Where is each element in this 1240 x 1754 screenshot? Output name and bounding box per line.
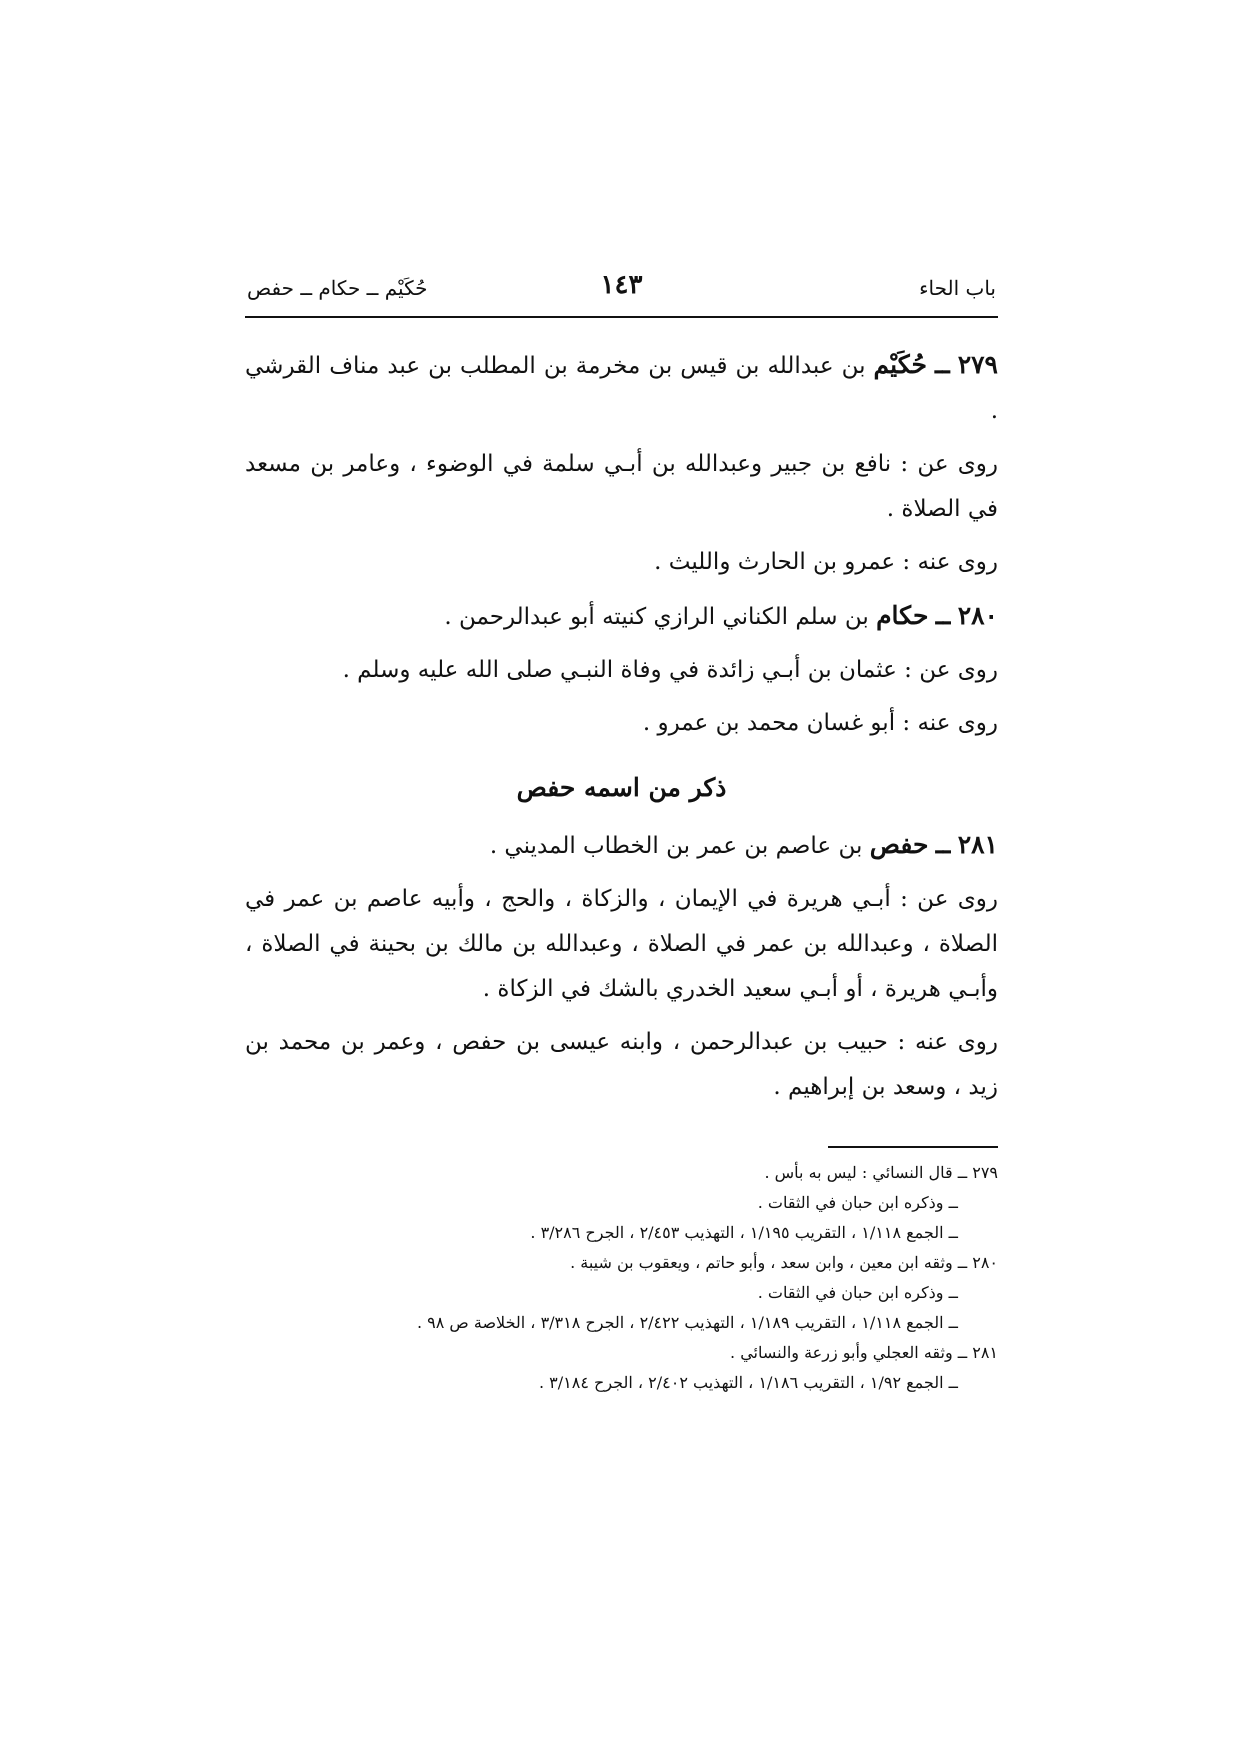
footnote-divider [828,1146,998,1148]
footnote-line: ــ وذكره ابن حبان في الثقات . [757,1193,958,1212]
main-text [245,342,998,1110]
chapter-title: باب الحاء [919,276,996,300]
footnote-line: ــ وذكره ابن حبان في الثقات . [757,1283,958,1302]
footnote-line: ٢٨٠ ــ وثقه ابن معين ، وابن سعد ، وأبو حاتم ، ويعقوب بن شيبة . [570,1253,998,1272]
narrated-by: روى عنه : عمرو بن الحارث والليث . [654,549,998,575]
book-page [245,270,998,1398]
section-heading: ذكر من اسمه حفص [516,773,727,802]
entry-name: حُكَيْم [873,350,927,379]
footnotes [245,1158,998,1398]
page-number: ١٤٣ [600,270,643,300]
entry-name: حفص [869,830,929,859]
narrated-from: روى عن : أبـي هريرة في الإيمان ، والزكاة ، والحج ، وأبيه عاصم بن عمر في الصلاة ، وعبدالله بن عمر في الصلاة ، وعبدالله بن مالك بن بحينة في الصلاة ، وأبـي هريرة ، أو أبـي سعيد الخدري بالشك في الزكاة . [245,886,998,1002]
narrated-from: روى عن : عثمان بن أبـي زائدة في وفاة النبـي صلى الله عليه وسلم . [342,657,998,683]
entry-lineage: بن عاصم بن عمر بن الخطاب المديني . [489,833,863,859]
entry-number: ٢٨١ [957,830,998,859]
narrated-by: روى عنه : أبو غسان محمد بن عمرو . [642,710,998,736]
entry-lineage: بن عبدالله بن قيس بن مخرمة بن المطلب بن عبد مناف القرشي . [245,353,998,424]
entry-280: ٢٨٠ ــ حكام بن سلم الكناني الرازي كنيته أبو عبدالرحمن . [444,601,998,630]
footnote-line: ٢٨١ ــ وثقه العجلي وأبو زرعة والنسائي . [730,1343,998,1362]
entry-281: ٢٨١ ــ حفص بن عاصم بن عمر بن الخطاب المديني . [489,830,998,859]
footnote-line: ٢٧٩ ــ قال النسائي : ليس به بأس . [764,1163,998,1182]
footnote-line: ــ الجمع ١/٩٢ ، التقريب ١/١٨٦ ، التهذيب ٢/٤٠٢ ، الجرح ٣/١٨٤ . [538,1373,958,1392]
entry-lineage: بن سلم الكناني الرازي كنيته أبو عبدالرحمن . [444,604,869,630]
page-entries-title: حُكَيْم ــ حكام ــ حفص [247,276,428,300]
narrated-from: روى عن : نافع بن جبير وعبدالله بن أبـي سلمة في الوضوء ، وعامر بن مسعد في الصلاة . [245,451,998,522]
entry-number: ٢٨٠ [957,601,998,630]
narrated-by: روى عنه : حبيب بن عبدالرحمن ، وابنه عيسى بن حفص ، وعمر بن محمد بن زيد ، وسعد بن إبراهيم . [245,1029,998,1100]
footnote-line: ــ الجمع ١/١١٨ ، التقريب ١/١٩٥ ، التهذيب ٢/٤٥٣ ، الجرح ٣/٢٨٦ . [530,1223,958,1242]
entry-number: ٢٧٩ [957,350,998,379]
footnote-line: ــ الجمع ١/١١٨ ، التقريب ١/١٨٩ ، التهذيب ٢/٤٢٢ ، الجرح ٣/٣١٨ ، الخلاصة ص ٩٨ . [416,1313,958,1332]
entry-279: ٢٧٩ ــ حُكَيْم بن عبدالله بن قيس بن مخرمة بن المطلب بن عبد مناف القرشي . [245,350,998,424]
running-header [245,270,998,318]
entry-name: حكام [876,601,929,630]
